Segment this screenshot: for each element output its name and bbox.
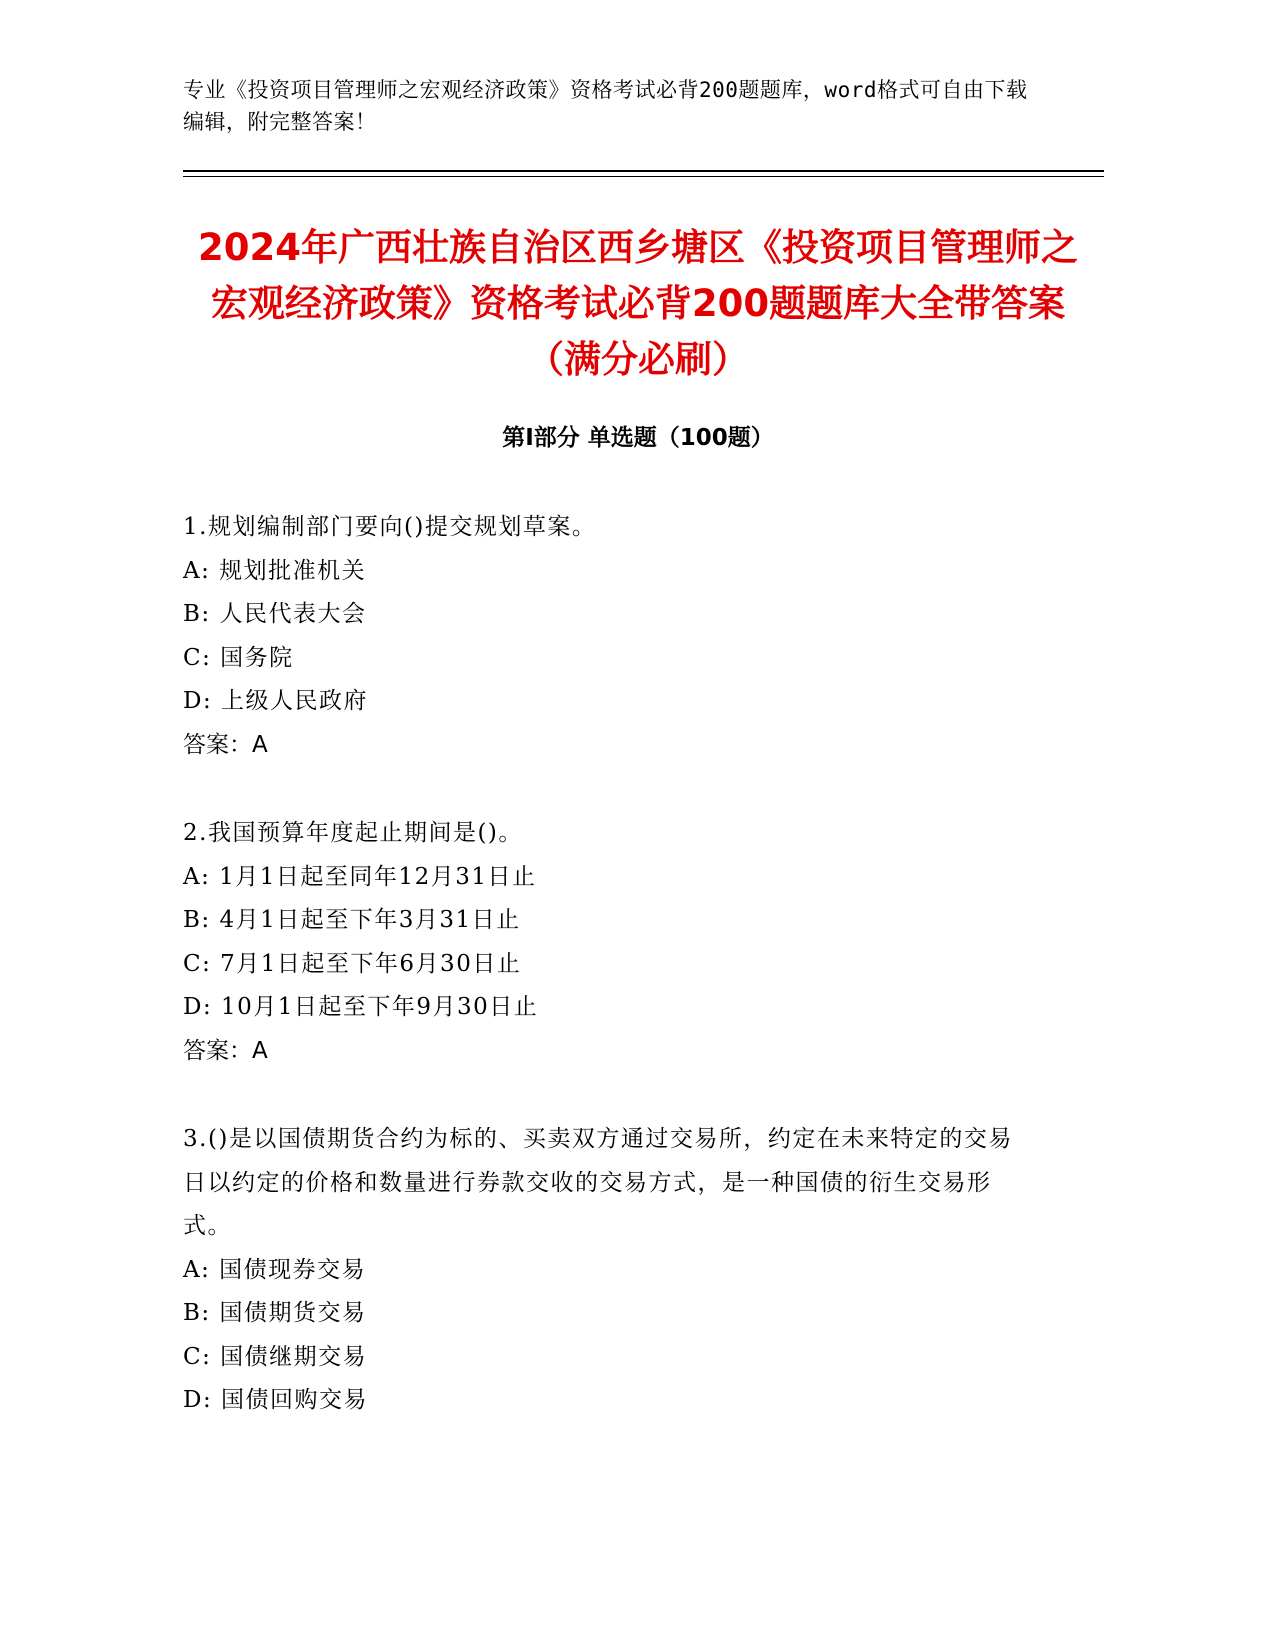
option-d: D: 10月1日起至下年9月30日止 (183, 994, 539, 1020)
header-divider-thick (183, 170, 1104, 172)
question-stem: 3.()是以国债期货合约为标的、买卖双方通过交易所，约定在未来特定的交易日以约定的价格和数量进行券款交收的交易方式，是一种国债的衍生交易形式。 (183, 1126, 1013, 1239)
option-c: C: 国务院 (183, 644, 294, 671)
option-c: C: 7月1日起至下年6月30日止 (183, 950, 522, 977)
question-1 (183, 506, 1043, 767)
question-3 (183, 1118, 1043, 1423)
answer: 答案：A (183, 1037, 268, 1064)
option-b: B: 人民代表大会 (183, 601, 367, 627)
option-c: C: 国债继期交易 (183, 1343, 368, 1370)
option-a: A: 国债现券交易 (183, 1256, 367, 1283)
document-title: 2024年广西壮族自治区西乡塘区《投资项目管理师之宏观经济政策》资格考试必背200题题库大全带答案（满分必刷） (198, 226, 1078, 381)
question-stem: 2.我国预算年度起止期间是()。 (183, 820, 523, 846)
question-stem: 1.规划编制部门要向()提交规划草案。 (183, 514, 597, 540)
header-divider-thin (183, 176, 1104, 177)
option-b: B: 4月1日起至下年3月31日止 (183, 907, 521, 933)
header-note: 专业《投资项目管理师之宏观经济政策》资格考试必背200题题库，word格式可自由下载编辑，附完整答案！ (183, 78, 1028, 134)
option-d: D: 国债回购交易 (183, 1387, 369, 1413)
option-b: B: 国债期货交易 (183, 1300, 367, 1326)
section-title: 第I部分 单选题（100题） (502, 425, 774, 451)
option-d: D: 上级人民政府 (183, 688, 369, 714)
option-a: A: 1月1日起至同年12月31日止 (183, 863, 537, 890)
answer: 答案：A (183, 731, 268, 758)
option-a: A: 规划批准机关 (183, 557, 367, 584)
question-2 (183, 812, 1043, 1073)
